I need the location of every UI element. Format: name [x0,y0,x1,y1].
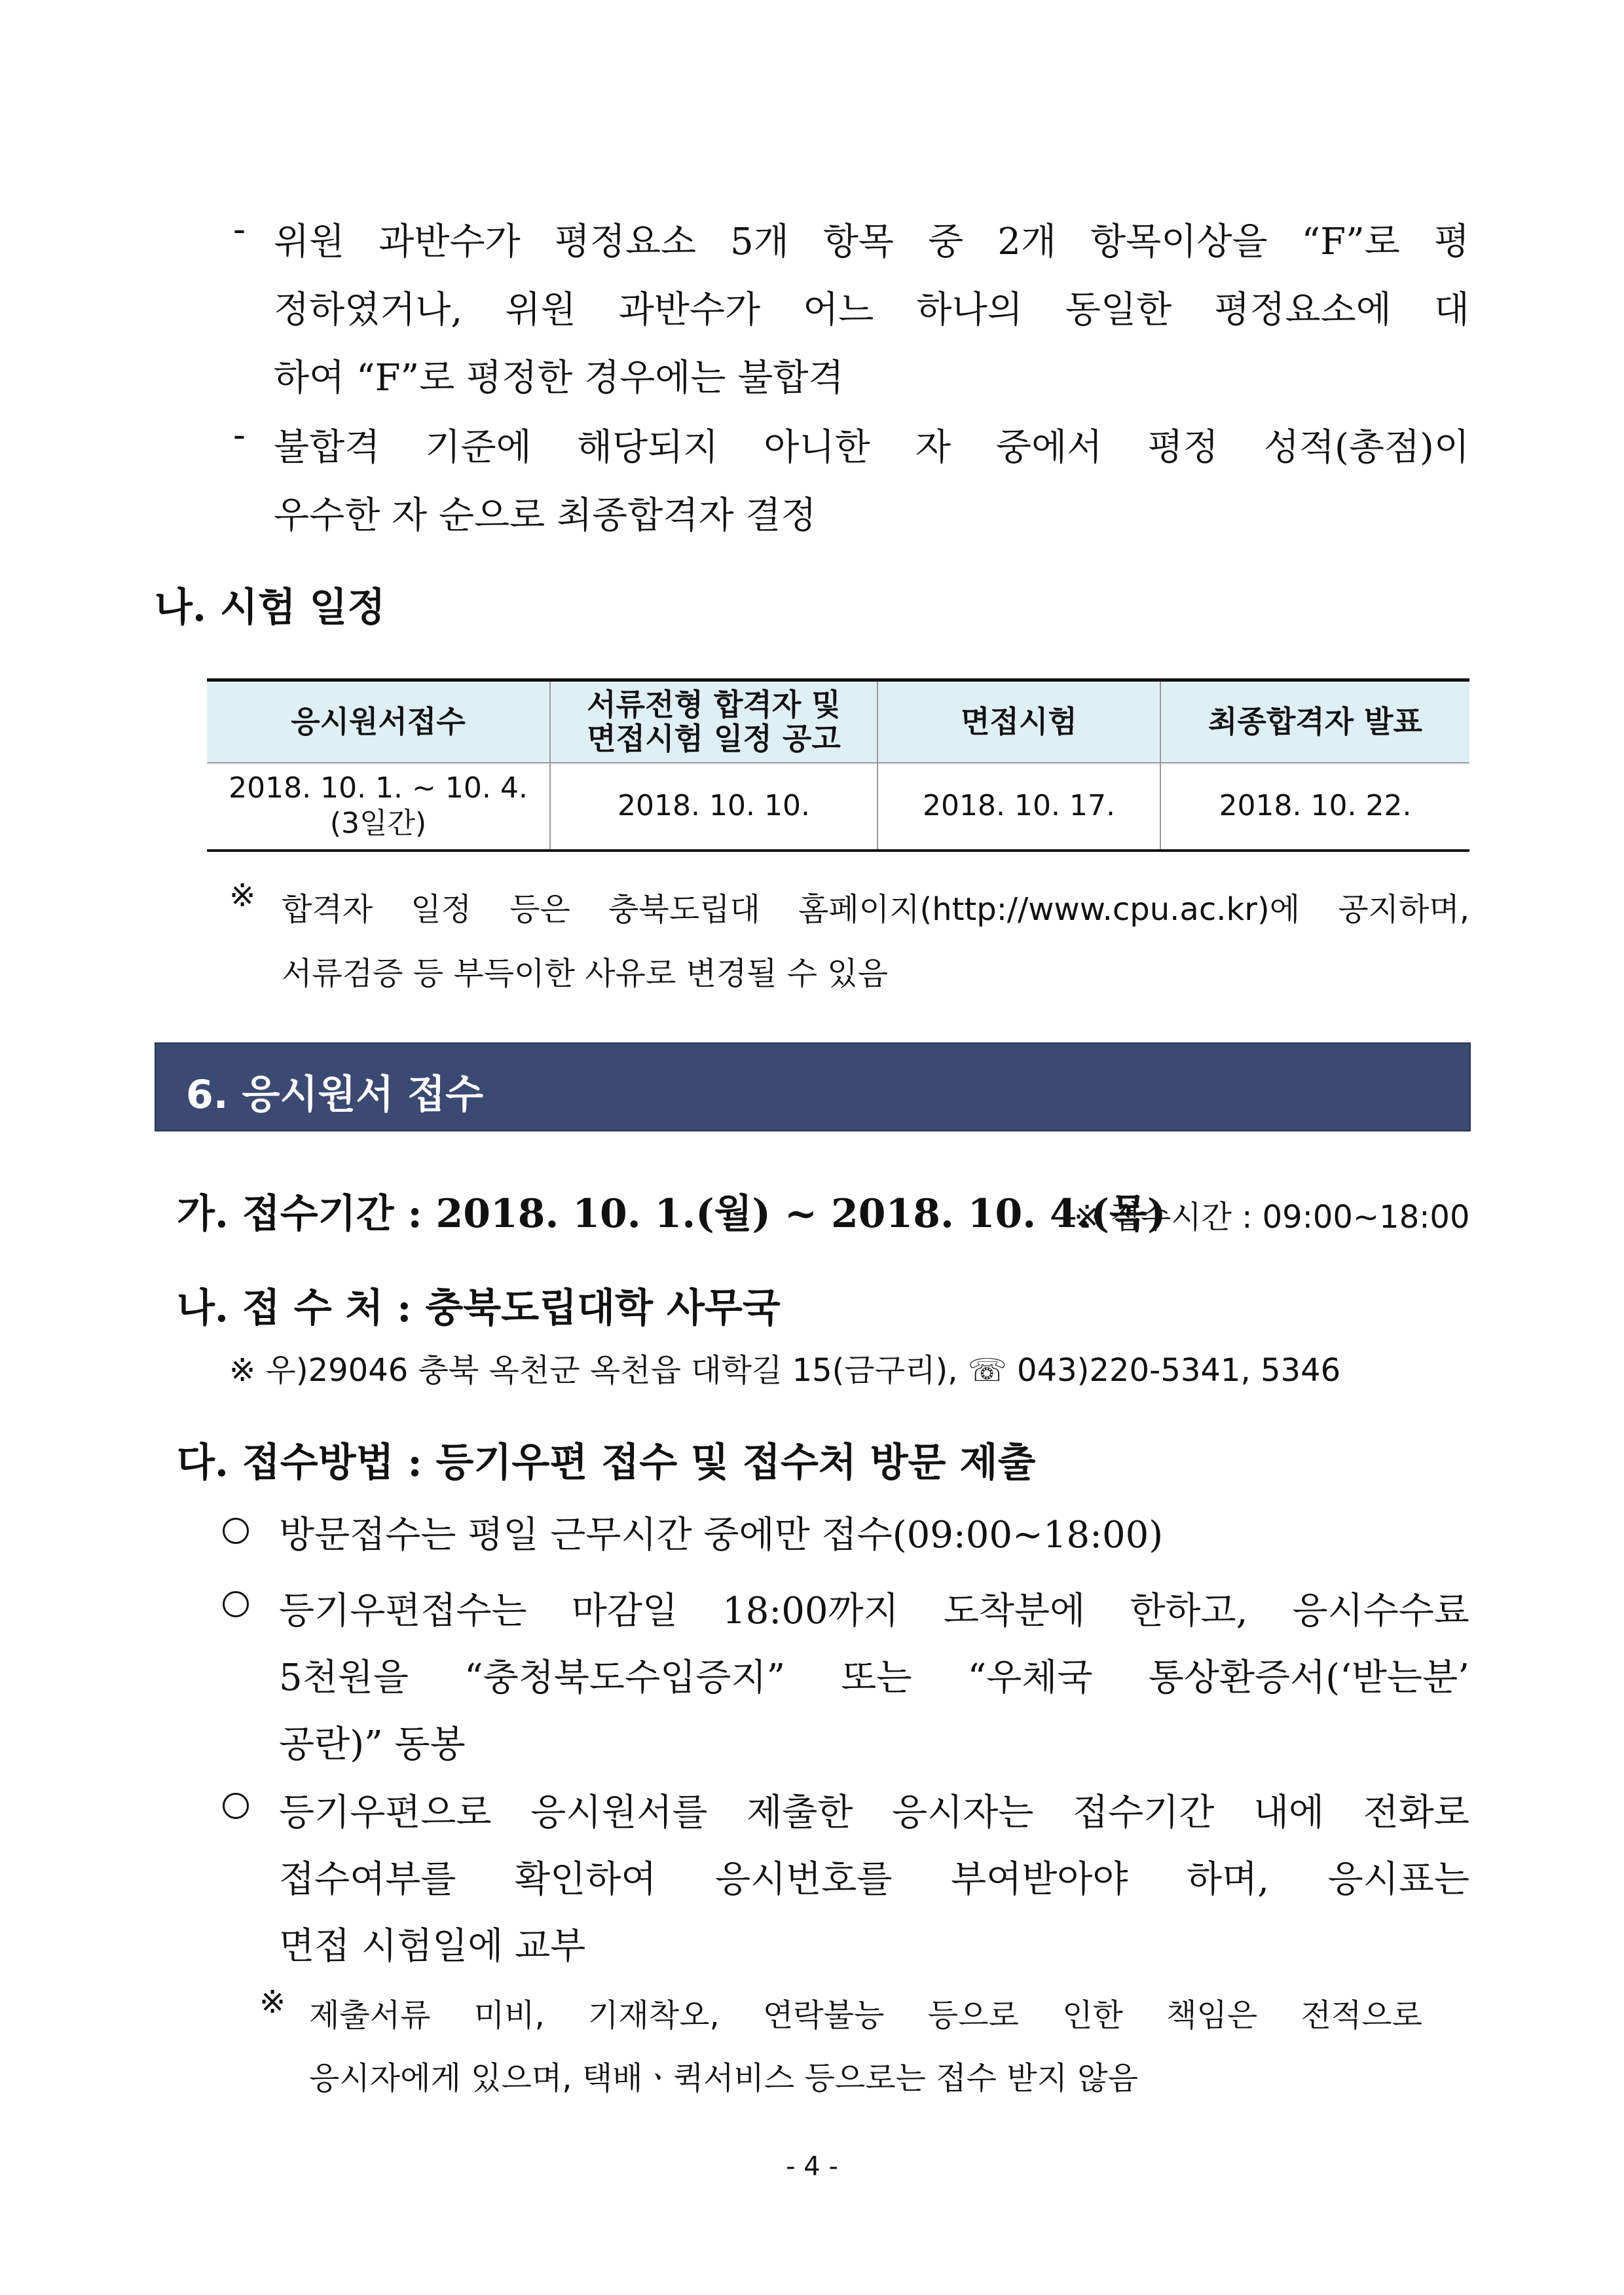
circle-bullet-icon [223,1591,249,1617]
schedule-heading: 나. 시험 일정 [155,585,386,631]
criteria-item-1 [274,208,1469,413]
text-line: 정하였거나, 위원 과반수가 어느 하나의 동일한 평정요소에 대 [274,289,1469,331]
text-line: 응시자에게 있으며, 택배ㆍ퀵서비스 등으로는 접수 받지 않음 [309,2060,1139,2097]
method-bullet-2 [279,1578,1469,1778]
place-note: ※ 우)29046 충북 옥천군 옥천읍 대학길 15(금구리), ☏ 043)220-5341, 5346 [229,1352,1341,1389]
method-value: 등기우편 접수 및 접수처 방문 제출 [435,1440,1036,1486]
header-line: 서류전형 합격자 및 [587,687,841,723]
text-line: 등기우편으로 응시원서를 제출한 응시자는 접수기간 내에 전화로 [279,1791,1469,1834]
period-label: 가. 접수기간 : [177,1191,422,1237]
table-cell [207,763,550,851]
schedule-note [282,877,1469,1006]
period-value: 2018. 10. 1.(월) ~ 2018. 10. 4.(목) [435,1191,1166,1237]
text-line: 제출서류 미비, 기재착오, 연락불능 등으로 인한 책임은 전적으로 [309,1997,1422,2034]
cell-line: 2018. 10. 1. ~ 10. 4. [229,771,528,805]
note-mark: ※ [229,877,256,914]
place-row [177,1277,781,1333]
period-row [177,1183,1166,1239]
place-label: 나. 접 수 처 : [177,1285,412,1331]
text-line: 공란)” 동봉 [279,1723,466,1766]
text-line: 우수한 자 순으로 최종합격자 결정 [274,494,817,537]
method-bullet-3 [279,1780,1469,1980]
method-note [309,1984,1422,2110]
table-cell: 2018. 10. 10. [550,763,877,851]
cell-line: (3일간) [329,807,427,840]
circle-bullet-icon [223,1793,249,1819]
period-note: ※ 접수시간 : 09:00~18:00 [1074,1199,1470,1236]
header-cell [550,680,877,763]
text-line: 5천원을 “충청북도수입증지” 또는 “우체국 통상환증서(‘받는분’ [279,1657,1469,1699]
text-line: 불합격 기준에 해당되지 아니한 자 중에서 평정 성적(총점)이 [274,426,1469,469]
method-bullet-1: 방문접수는 평일 근무시간 중에만 접수(09:00~18:00) [279,1514,1164,1556]
method-label: 다. 접수방법 : [177,1440,422,1486]
header-line: 면접시험 일정 공고 [587,721,841,757]
text-line: 하여 “F”로 평정한 경우에는 불합격 [274,357,844,399]
text-line: 접수여부를 확인하여 응시번호를 부여받아야 하며, 응시표는 [279,1858,1469,1901]
section-title-bar [155,1042,1471,1131]
circle-bullet-icon [223,1518,249,1544]
table-cell: 2018. 10. 22. [1160,763,1469,851]
header-cell: 면접시험 [877,680,1160,763]
schedule-table [207,678,1469,852]
dash-bullet: - [233,208,246,251]
note-mark: ※ [259,1984,286,2021]
table-row [207,763,1469,851]
text-line: 서류검증 등 부득이한 사유로 변경될 수 있음 [282,955,889,992]
criteria-item-2 [274,414,1469,550]
dash-bullet: - [233,414,246,456]
table-cell: 2018. 10. 17. [877,763,1160,851]
text-line: 위원 과반수가 평정요소 5개 항목 중 2개 항목이상을 “F”로 평 [274,221,1469,263]
method-row [177,1431,1035,1488]
header-cell: 응시원서접수 [207,680,550,763]
text-line: 등기우편접수는 마감일 18:00까지 도착분에 한하고, 응시수수료 [279,1590,1469,1632]
text-line: 면접 시험일에 교부 [279,1925,586,1968]
page-number: - 4 - [786,2152,838,2182]
text-line: 합격자 일정 등은 충북도립대 홈페이지(http://www.cpu.ac.kr)에 공지하며, [282,891,1469,928]
place-value: 충북도립대학 사무국 [425,1285,781,1331]
header-cell: 최종합격자 발표 [1160,680,1469,763]
table-header-row [207,680,1469,763]
section-title: 6. 응시원서 접수 [186,1072,484,1118]
